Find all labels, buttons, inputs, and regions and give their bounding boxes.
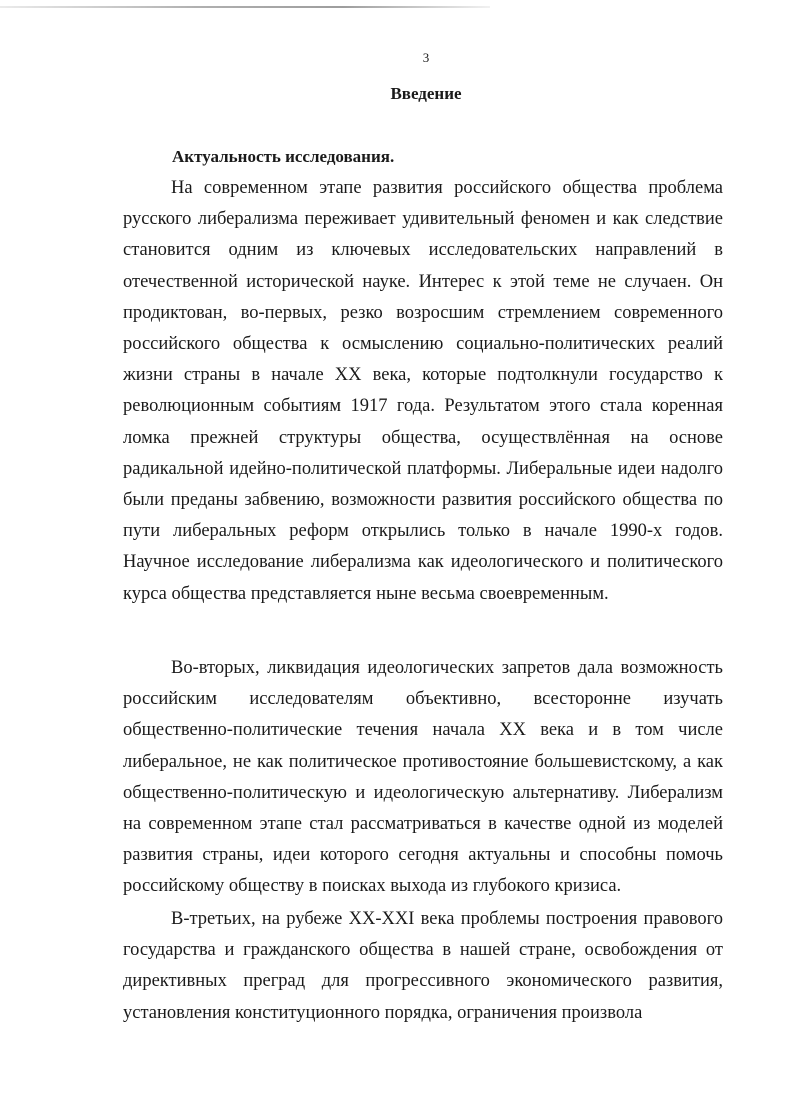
paragraph-block-3 [123, 904, 723, 1029]
page-number: 3 [422, 50, 430, 65]
scan-edge-artifact [0, 6, 490, 8]
paragraph-2: Во-вторых, ликвидация идеологических запретов дала возможность российским исследователям объективно, всесторонне изучать общественно-политические течения начала XX века и в том числе либеральное, не как политическое противостояние большевистскому, а как общественно-политическую и идеологическую альтернативу. Либерализм на современном этапе стал рассматриваться в качестве одной из моделей развития страны, идеи которого сегодня актуальны и способны помочь российскому обществу в поисках выхода из глубокого кризиса. [123, 658, 723, 897]
paragraph-3: В-третьих, на рубеже XX-XXI века проблемы построения правового государства и гражданского общества в нашей стране, освобождения от директивных преград для прогрессивного экономического развития, установления конституционного порядка, ограничения произвола [123, 909, 723, 1023]
paragraph-block-2 [123, 653, 723, 903]
page-title: Введение [390, 84, 462, 103]
section-heading: Актуальность исследования. [172, 147, 395, 166]
paragraph-block-1 [123, 173, 723, 610]
paragraph-1: На современном этапе развития российского общества проблема русского либерализма переживает удивительный феномен и как следствие становится одним из ключевых исследовательских направлений в отечественной исторической науке. Интерес к этой теме не случаен. Он продиктован, во-первых, резко возросшим стремлением современного российского общества к осмыслению социально-политических реалий жизни страны в начале XX века, которые подтолкнули государство к революционным событиям 1917 года. Результатом этого стала коренная ломка прежней структуры общества, осуществлённая на основе радикальной идейно-политической платформы. Либеральные идеи надолго были преданы забвению, возможности развития российского общества по пути либеральных реформ открылись только в начале 1990-х годов. Научное исследование либерализма как идеологического и политического курса общества представляется ныне весьма своевременным. [123, 178, 723, 604]
